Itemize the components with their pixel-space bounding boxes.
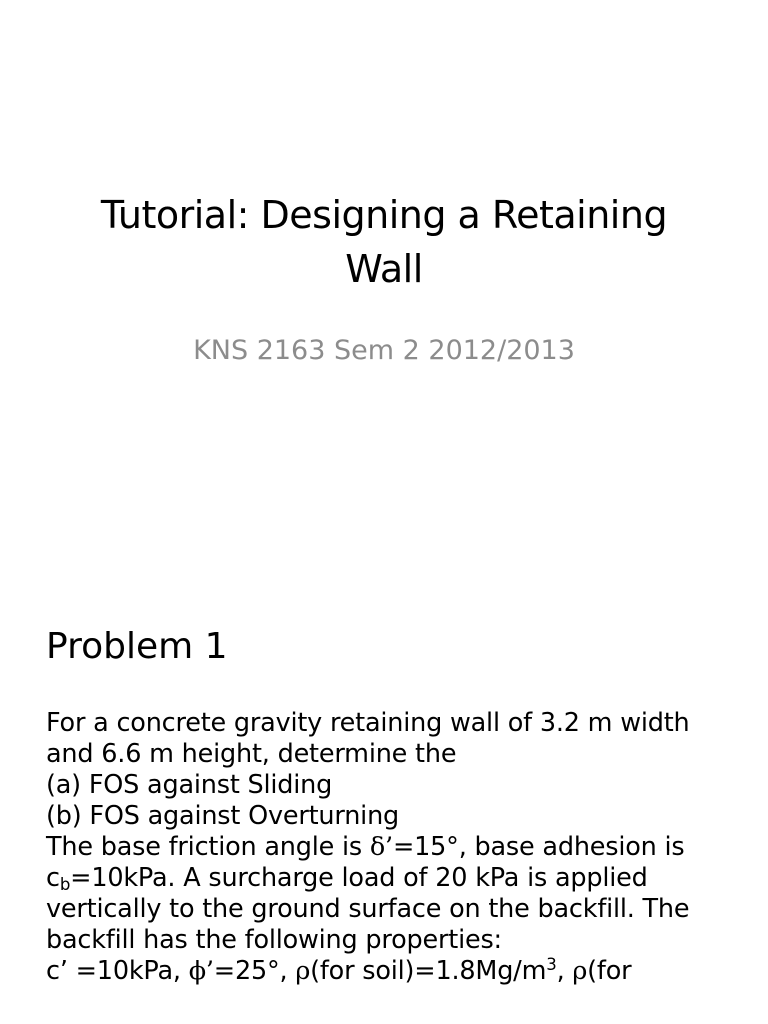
text-fragment: =10kPa. A surcharge load of 20 kPa is applied — [70, 863, 648, 893]
slide-title-line-2: Wall — [345, 247, 423, 291]
problem-item-a: (a) FOS against Sliding — [46, 770, 333, 800]
slide-title — [40, 188, 728, 296]
text-fragment: The base friction angle is — [46, 832, 370, 862]
problem-title: Problem 1 — [46, 626, 228, 667]
text-fragment: c’ =10kPa, — [46, 956, 189, 986]
text-fragment: (for — [587, 956, 632, 986]
problem-line-base-friction — [46, 832, 746, 863]
text-fragment: , — [556, 956, 573, 986]
text-fragment: c — [46, 863, 60, 893]
text-fragment: (for soil)=1.8Mg/m — [310, 956, 547, 986]
rho-symbol: ρ — [572, 956, 588, 986]
problem-line-1: For a concrete gravity retaining wall of 3.2 m width — [46, 708, 690, 738]
text-fragment: =15°, base adhesion is — [392, 832, 685, 862]
problem-line-adhesion — [46, 863, 746, 894]
problem-body — [46, 708, 746, 987]
delta-symbol: δ’ — [369, 832, 393, 862]
problem-item-b: (b) FOS against Overturning — [46, 801, 400, 831]
superscript: 3 — [546, 954, 557, 974]
slide-subtitle: KNS 2163 Sem 2 2012/2013 — [193, 335, 575, 366]
slide-title-line-1: Tutorial: Designing a Retaining — [100, 193, 668, 237]
rho-symbol: ρ — [295, 956, 311, 986]
text-fragment: =25°, — [213, 956, 296, 986]
phi-symbol: ϕ’ — [188, 956, 214, 986]
problem-line-7: vertically to the ground surface on the backfill. The — [46, 894, 690, 924]
problem-line-8: backfill has the following properties: — [46, 925, 502, 955]
problem-line-2: and 6.6 m height, determine the — [46, 739, 457, 769]
problem-line-properties — [46, 956, 746, 987]
subscript: b — [59, 875, 71, 895]
